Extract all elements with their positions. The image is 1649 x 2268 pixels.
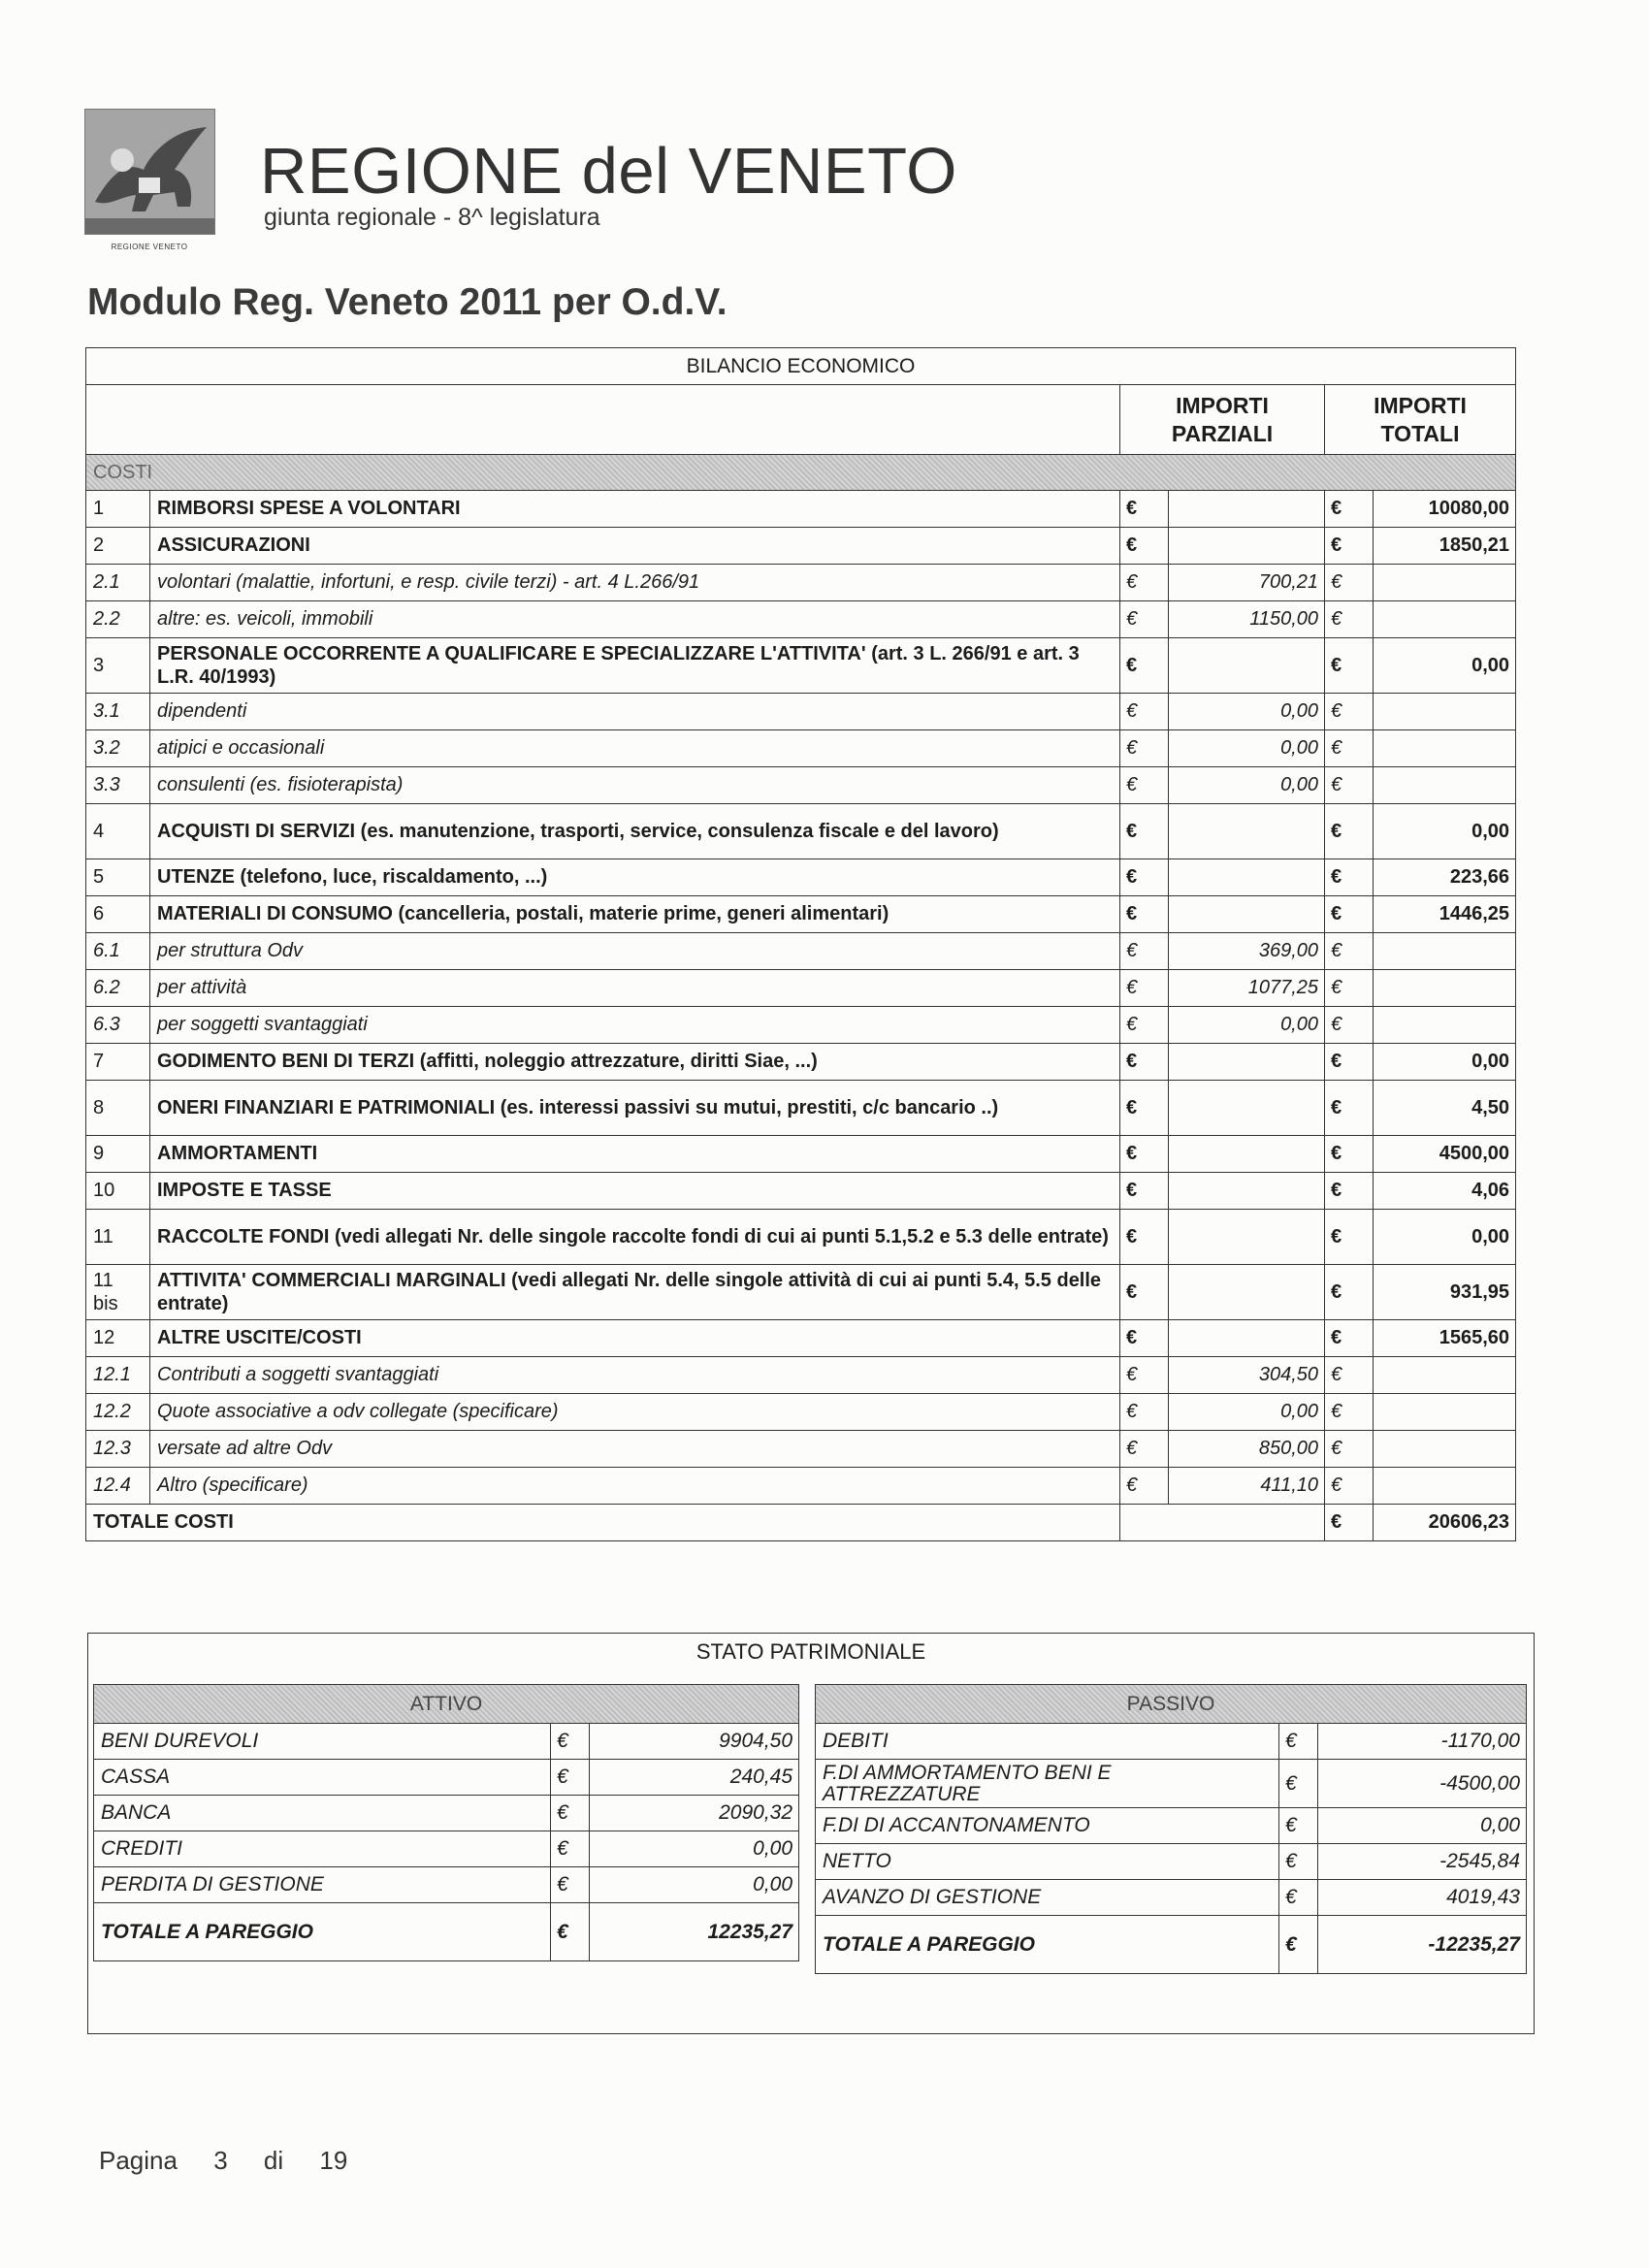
- importo-totale: [1374, 1007, 1516, 1044]
- importo-parziale: 0,00: [1169, 1007, 1325, 1044]
- importo-totale: [1374, 1357, 1516, 1394]
- importo-totale: 0,00: [1374, 804, 1516, 859]
- currency-symbol: €: [1325, 565, 1374, 601]
- section-costi: COSTI: [86, 455, 1516, 491]
- importo-parziale: 411,10: [1169, 1468, 1325, 1505]
- page-footer: [99, 2146, 347, 2176]
- row-label: atipici e occasionali: [150, 730, 1120, 767]
- currency-symbol: €: [1120, 1173, 1169, 1210]
- passivo-row: [816, 1808, 1527, 1844]
- importo-totale: [1374, 970, 1516, 1007]
- bilancio-economico-table: [85, 347, 1516, 1541]
- attivo-value: 9904,50: [590, 1724, 799, 1760]
- row-code: 2.2: [86, 601, 150, 638]
- currency-symbol: €: [1120, 1431, 1169, 1468]
- currency-symbol: €: [1120, 970, 1169, 1007]
- attivo-label: CASSA: [94, 1760, 551, 1796]
- row-code: 3.2: [86, 730, 150, 767]
- attivo-row: [94, 1867, 799, 1903]
- passivo-label: NETTO: [816, 1844, 1279, 1880]
- currency-symbol: €: [1120, 1136, 1169, 1173]
- importo-totale: [1374, 933, 1516, 970]
- passivo-table: [815, 1684, 1527, 1974]
- attivo-row: [94, 1831, 799, 1867]
- table-row: [86, 528, 1516, 565]
- row-code: 6.3: [86, 1007, 150, 1044]
- passivo-total-value: -12235,27: [1318, 1916, 1527, 1974]
- importo-parziale: [1169, 1044, 1325, 1081]
- currency-symbol: €: [1325, 1468, 1374, 1505]
- currency-symbol: €: [1279, 1880, 1318, 1916]
- attivo-total-label: TOTALE A PAREGGIO: [94, 1903, 551, 1961]
- currency-symbol: €: [1120, 804, 1169, 859]
- currency-symbol: €: [551, 1831, 590, 1867]
- importo-parziale: 0,00: [1169, 1394, 1325, 1431]
- currency-symbol: €: [1120, 1357, 1169, 1394]
- importo-parziale: [1169, 528, 1325, 565]
- passivo-label: F.DI DI ACCANTONAMENTO: [816, 1808, 1279, 1844]
- importo-totale: 0,00: [1374, 638, 1516, 694]
- currency-symbol: €: [1325, 1210, 1374, 1265]
- totale-costi-value: 20606,23: [1374, 1505, 1516, 1541]
- currency-symbol: €: [1325, 1320, 1374, 1357]
- currency-symbol: €: [1325, 767, 1374, 804]
- table-row: [86, 1320, 1516, 1357]
- currency-symbol: €: [1120, 896, 1169, 933]
- attivo-total-row: [94, 1903, 799, 1961]
- bilancio-title: BILANCIO ECONOMICO: [86, 348, 1516, 385]
- currency-symbol: €: [1325, 1173, 1374, 1210]
- currency-symbol: €: [1325, 1044, 1374, 1081]
- importo-totale: [1374, 601, 1516, 638]
- table-row: [86, 1007, 1516, 1044]
- row-code: 6.2: [86, 970, 150, 1007]
- passivo-row: [816, 1724, 1527, 1760]
- header-blank: [86, 385, 1120, 455]
- importo-totale: [1374, 730, 1516, 767]
- passivo-total-label: TOTALE A PAREGGIO: [816, 1916, 1279, 1974]
- table-row: [86, 1394, 1516, 1431]
- row-label: Altro (specificare): [150, 1468, 1120, 1505]
- module-title: Modulo Reg. Veneto 2011 per O.d.V.: [87, 281, 728, 323]
- row-label: PERSONALE OCCORRENTE A QUALIFICARE E SPECIALIZZARE L'ATTIVITA' (art. 3 L. 266/91 e art. 3 L.R. 40/1993): [150, 638, 1120, 694]
- row-code: 2.1: [86, 565, 150, 601]
- table-row: [86, 1357, 1516, 1394]
- currency-symbol: €: [1120, 491, 1169, 528]
- row-code: 12.4: [86, 1468, 150, 1505]
- currency-symbol: €: [1325, 638, 1374, 694]
- row-code: 6.1: [86, 933, 150, 970]
- currency-symbol: €: [1120, 1265, 1169, 1320]
- logo-caption: REGIONE VENETO: [111, 243, 188, 251]
- row-label: ATTIVITA' COMMERCIALI MARGINALI (vedi allegati Nr. delle singole attività di cui ai punti 5.4, 5.5 delle entrate): [150, 1265, 1120, 1320]
- currency-symbol: €: [1279, 1760, 1318, 1808]
- row-code: 9: [86, 1136, 150, 1173]
- row-label: versate ad altre Odv: [150, 1431, 1120, 1468]
- table-row: [86, 933, 1516, 970]
- importo-parziale: 1150,00: [1169, 601, 1325, 638]
- importo-totale: [1374, 767, 1516, 804]
- row-label: Contributi a soggetti svantaggiati: [150, 1357, 1120, 1394]
- currency-symbol: €: [1120, 638, 1169, 694]
- table-row: [86, 601, 1516, 638]
- table-row: [86, 730, 1516, 767]
- passivo-row: [816, 1844, 1527, 1880]
- row-label: ASSICURAZIONI: [150, 528, 1120, 565]
- row-label: ONERI FINANZIARI E PATRIMONIALI (es. interessi passivi su mutui, prestiti, c/c bancario ..): [150, 1081, 1120, 1136]
- currency-symbol: €: [1120, 1210, 1169, 1265]
- row-code: 12.3: [86, 1431, 150, 1468]
- importo-parziale: [1169, 1265, 1325, 1320]
- table-row: [86, 1431, 1516, 1468]
- currency-symbol: €: [1325, 804, 1374, 859]
- row-code: 10: [86, 1173, 150, 1210]
- importo-totale: 4,50: [1374, 1081, 1516, 1136]
- currency-symbol: €: [1120, 933, 1169, 970]
- importo-parziale: [1169, 1136, 1325, 1173]
- importo-parziale: [1169, 638, 1325, 694]
- passivo-total-row: [816, 1916, 1527, 1974]
- currency-symbol: €: [1120, 528, 1169, 565]
- currency-symbol: €: [1120, 694, 1169, 730]
- currency-symbol: €: [1325, 491, 1374, 528]
- table-row: [86, 804, 1516, 859]
- row-label: per soggetti svantaggiati: [150, 1007, 1120, 1044]
- currency-symbol: €: [1120, 767, 1169, 804]
- importo-totale: 1565,60: [1374, 1320, 1516, 1357]
- row-label: consulenti (es. fisioterapista): [150, 767, 1120, 804]
- importo-totale: [1374, 1468, 1516, 1505]
- importo-totale: [1374, 1394, 1516, 1431]
- row-label: volontari (malattie, infortuni, e resp. civile terzi) - art. 4 L.266/91: [150, 565, 1120, 601]
- col-importi-totali: IMPORTI TOTALI: [1325, 385, 1516, 455]
- row-code: 4: [86, 804, 150, 859]
- attivo-row: [94, 1796, 799, 1831]
- importo-totale: [1374, 1431, 1516, 1468]
- passivo-label: AVANZO DI GESTIONE: [816, 1880, 1279, 1916]
- table-row: [86, 1210, 1516, 1265]
- page-of: di: [263, 2146, 284, 2175]
- region-subtitle: giunta regionale - 8^ legislatura: [264, 204, 600, 231]
- table-row: [86, 970, 1516, 1007]
- table-row: [86, 859, 1516, 896]
- table-row: [86, 638, 1516, 694]
- row-label: RACCOLTE FONDI (vedi allegati Nr. delle singole raccolte fondi di cui ai punti 5.1,5.2 e 5.3 delle entrate): [150, 1210, 1120, 1265]
- table-row: [86, 1265, 1516, 1320]
- passivo-title: PASSIVO: [816, 1685, 1527, 1724]
- importo-totale: 4500,00: [1374, 1136, 1516, 1173]
- passivo-row: [816, 1760, 1527, 1808]
- table-row: [86, 1468, 1516, 1505]
- importo-parziale: [1169, 1081, 1325, 1136]
- importo-totale: 0,00: [1374, 1044, 1516, 1081]
- currency-symbol: €: [551, 1903, 590, 1961]
- table-row: [86, 1081, 1516, 1136]
- page-number: 3: [213, 2146, 228, 2175]
- attivo-title: ATTIVO: [94, 1685, 799, 1724]
- row-code: 3: [86, 638, 150, 694]
- currency-symbol: €: [1120, 1007, 1169, 1044]
- currency-symbol: €: [1120, 601, 1169, 638]
- currency-symbol: €: [1325, 694, 1374, 730]
- importo-totale: 1446,25: [1374, 896, 1516, 933]
- row-code: 12: [86, 1320, 150, 1357]
- currency-symbol: €: [551, 1867, 590, 1903]
- importo-totale: 10080,00: [1374, 491, 1516, 528]
- stato-patrimoniale-title: STATO PATRIMONIALE: [695, 1639, 926, 1664]
- row-label: UTENZE (telefono, luce, riscaldamento, ...): [150, 859, 1120, 896]
- row-code: 12.2: [86, 1394, 150, 1431]
- currency-symbol: €: [1279, 1844, 1318, 1880]
- currency-symbol: €: [1279, 1724, 1318, 1760]
- page-label: Pagina: [99, 2146, 178, 2175]
- currency-symbol: €: [1120, 1081, 1169, 1136]
- row-code: 2: [86, 528, 150, 565]
- currency-symbol: €: [1120, 1468, 1169, 1505]
- row-label: Quote associative a odv collegate (specificare): [150, 1394, 1120, 1431]
- attivo-table: [93, 1684, 799, 1961]
- currency-symbol: €: [1279, 1808, 1318, 1844]
- importo-parziale: [1169, 804, 1325, 859]
- attivo-row: [94, 1724, 799, 1760]
- importo-parziale: 0,00: [1169, 730, 1325, 767]
- importo-parziale: [1169, 859, 1325, 896]
- passivo-value: -4500,00: [1318, 1760, 1527, 1808]
- currency-symbol: €: [1325, 896, 1374, 933]
- attivo-total-value: 12235,27: [590, 1903, 799, 1961]
- attivo-value: 0,00: [590, 1867, 799, 1903]
- row-label: ALTRE USCITE/COSTI: [150, 1320, 1120, 1357]
- importo-parziale: [1169, 491, 1325, 528]
- row-code: 3.3: [86, 767, 150, 804]
- currency-symbol: €: [551, 1724, 590, 1760]
- passivo-label: DEBITI: [816, 1724, 1279, 1760]
- passivo-value: -1170,00: [1318, 1724, 1527, 1760]
- importo-parziale: 369,00: [1169, 933, 1325, 970]
- row-label: ACQUISTI DI SERVIZI (es. manutenzione, trasporti, service, consulenza fiscale e del lavoro): [150, 804, 1120, 859]
- totale-costi-label: TOTALE COSTI: [86, 1505, 1120, 1541]
- region-title: REGIONE del VENETO: [260, 135, 957, 208]
- attivo-label: PERDITA DI GESTIONE: [94, 1867, 551, 1903]
- currency-symbol: €: [1325, 1265, 1374, 1320]
- attivo-value: 0,00: [590, 1831, 799, 1867]
- currency-symbol: €: [1325, 528, 1374, 565]
- importo-totale: 4,06: [1374, 1173, 1516, 1210]
- currency-symbol: €: [1325, 1357, 1374, 1394]
- attivo-value: 240,45: [590, 1760, 799, 1796]
- currency-symbol: €: [1325, 1007, 1374, 1044]
- table-row: [86, 1136, 1516, 1173]
- row-code: 12.1: [86, 1357, 150, 1394]
- currency-symbol: €: [1325, 970, 1374, 1007]
- importo-parziale: [1169, 1320, 1325, 1357]
- passivo-row: [816, 1880, 1527, 1916]
- currency-symbol: €: [1325, 933, 1374, 970]
- attivo-value: 2090,32: [590, 1796, 799, 1831]
- row-label: RIMBORSI SPESE A VOLONTARI: [150, 491, 1120, 528]
- row-code: 11 bis: [86, 1265, 150, 1320]
- row-code: 8: [86, 1081, 150, 1136]
- passivo-label: F.DI AMMORTAMENTO BENI E ATTREZZATURE: [816, 1760, 1279, 1808]
- lion-of-saint-mark-icon: [85, 110, 214, 234]
- currency-symbol: €: [1120, 1044, 1169, 1081]
- currency-symbol: €: [1325, 1505, 1374, 1541]
- currency-symbol: €: [1279, 1916, 1318, 1974]
- attivo-label: BENI DUREVOLI: [94, 1724, 551, 1760]
- attivo-label: CREDITI: [94, 1831, 551, 1867]
- col-importi-parziali: IMPORTI PARZIALI: [1120, 385, 1325, 455]
- attivo-row: [94, 1760, 799, 1796]
- row-label: AMMORTAMENTI: [150, 1136, 1120, 1173]
- table-row: [86, 694, 1516, 730]
- currency-symbol: €: [1120, 730, 1169, 767]
- currency-symbol: €: [551, 1760, 590, 1796]
- importo-totale: 1850,21: [1374, 528, 1516, 565]
- row-label: altre: es. veicoli, immobili: [150, 601, 1120, 638]
- currency-symbol: €: [1325, 1081, 1374, 1136]
- table-row: [86, 767, 1516, 804]
- row-code: 3.1: [86, 694, 150, 730]
- importo-parziale: 304,50: [1169, 1357, 1325, 1394]
- row-label: per struttura Odv: [150, 933, 1120, 970]
- currency-symbol: €: [1325, 601, 1374, 638]
- importo-totale: [1374, 694, 1516, 730]
- passivo-value: 4019,43: [1318, 1880, 1527, 1916]
- currency-symbol: €: [1120, 565, 1169, 601]
- importo-totale: 0,00: [1374, 1210, 1516, 1265]
- table-row: [86, 896, 1516, 933]
- currency-symbol: €: [1120, 859, 1169, 896]
- importo-parziale: [1169, 1173, 1325, 1210]
- row-code: 7: [86, 1044, 150, 1081]
- importo-parziale: 700,21: [1169, 565, 1325, 601]
- row-label: per attività: [150, 970, 1120, 1007]
- currency-symbol: €: [1325, 730, 1374, 767]
- currency-symbol: €: [1120, 1320, 1169, 1357]
- row-label: dipendenti: [150, 694, 1120, 730]
- attivo-label: BANCA: [94, 1796, 551, 1831]
- table-row: [86, 491, 1516, 528]
- currency-symbol: €: [1325, 1431, 1374, 1468]
- row-label: MATERIALI DI CONSUMO (cancelleria, postali, materie prime, generi alimentari): [150, 896, 1120, 933]
- row-label: IMPOSTE E TASSE: [150, 1173, 1120, 1210]
- currency-symbol: €: [1120, 1394, 1169, 1431]
- table-row: [86, 1044, 1516, 1081]
- row-code: 11: [86, 1210, 150, 1265]
- importo-totale: [1374, 565, 1516, 601]
- row-code: 6: [86, 896, 150, 933]
- table-row: [86, 565, 1516, 601]
- row-label: GODIMENTO BENI DI TERZI (affitti, noleggio attrezzature, diritti Siae, ...): [150, 1044, 1120, 1081]
- currency-symbol: €: [1325, 1394, 1374, 1431]
- row-code: 1: [86, 491, 150, 528]
- importo-parziale: 1077,25: [1169, 970, 1325, 1007]
- importo-parziale: 850,00: [1169, 1431, 1325, 1468]
- importo-totale: 931,95: [1374, 1265, 1516, 1320]
- currency-symbol: €: [551, 1796, 590, 1831]
- importo-parziale: [1169, 1210, 1325, 1265]
- importo-totale: 223,66: [1374, 859, 1516, 896]
- currency-symbol: €: [1325, 859, 1374, 896]
- currency-symbol: €: [1325, 1136, 1374, 1173]
- passivo-value: 0,00: [1318, 1808, 1527, 1844]
- empty-cell: [1120, 1505, 1325, 1541]
- total-row: [86, 1505, 1516, 1541]
- importo-parziale: 0,00: [1169, 767, 1325, 804]
- passivo-value: -2545,84: [1318, 1844, 1527, 1880]
- page-total: 19: [319, 2146, 348, 2175]
- importo-parziale: 0,00: [1169, 694, 1325, 730]
- region-logo: [84, 109, 215, 235]
- importo-parziale: [1169, 896, 1325, 933]
- row-code: 5: [86, 859, 150, 896]
- table-row: [86, 1173, 1516, 1210]
